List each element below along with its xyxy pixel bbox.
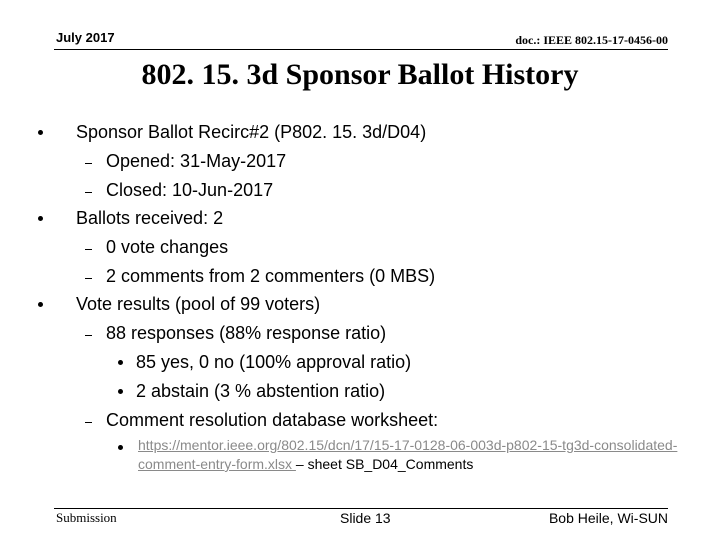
subsub-yes-no: 85 yes, 0 no (100% approval ratio)	[136, 352, 412, 372]
link-paragraph	[138, 436, 678, 474]
bullet-dot	[118, 360, 123, 365]
sub-vote-changes: 0 vote changes	[106, 237, 229, 257]
bullet-dash	[85, 249, 92, 250]
footer-submission: Submission	[56, 510, 117, 525]
bullet-dash	[85, 335, 92, 336]
slide-title: 802. 15. 3d Sponsor Ballot History	[141, 58, 579, 91]
footer-slide-number: Slide 13	[340, 510, 391, 526]
header-rule	[54, 49, 668, 50]
bullet-dash	[85, 278, 92, 279]
header-date: July 2017	[56, 30, 115, 45]
bullet-vote-results: Vote results (pool of 99 voters)	[76, 294, 321, 314]
footer-author: Bob Heile, Wi-SUN	[548, 510, 668, 526]
sub-responses: 88 responses (88% response ratio)	[106, 323, 387, 343]
footer-rule	[54, 508, 668, 509]
bullet-dot	[38, 216, 43, 221]
bullet-dot	[38, 130, 43, 135]
bullet-dot	[118, 445, 123, 450]
bullet-dash	[85, 163, 92, 164]
header-doc-id: doc.: IEEE 802.15-17-0456-00	[515, 33, 668, 47]
sub-closed: Closed: 10-Jun-2017	[106, 180, 274, 200]
mentor-link-text[interactable]: https://mentor.ieee.org/802.15/dcn/17/15-17-0128-06-003d-p802-15-tg3d-consolidated-comment-entry-form.xlsx	[138, 437, 678, 472]
sub-comment-db: Comment resolution database worksheet:	[106, 410, 439, 430]
bullet-ballots-received: Ballots received: 2	[76, 208, 224, 228]
bullet-dash	[85, 192, 92, 193]
bullet-dot	[38, 302, 43, 307]
bullet-ballot: Sponsor Ballot Recirc#2 (P802. 15. 3d/D04)	[76, 122, 427, 142]
subsub-abstain: 2 abstain (3 % abstention ratio)	[136, 381, 386, 401]
bullet-dot	[118, 389, 123, 394]
mentor-link[interactable]	[138, 436, 678, 474]
sub-comments: 2 comments from 2 commenters (0 MBS)	[106, 266, 436, 286]
bullet-dash	[85, 422, 92, 423]
sheet-name: – sheet SB_D04_Comments	[295, 456, 474, 472]
sub-opened: Opened: 31-May-2017	[106, 151, 287, 171]
